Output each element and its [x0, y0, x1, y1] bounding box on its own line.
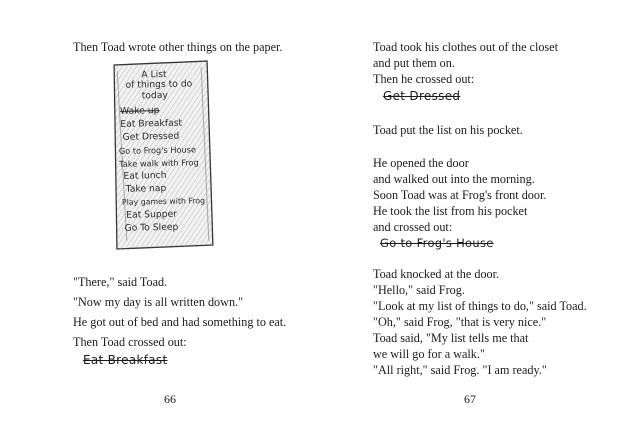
story-line: "There," said Toad.	[73, 275, 168, 289]
list-item: Eat lunch	[123, 169, 167, 182]
story-line: He got out of bed and had something to eat.	[73, 315, 287, 329]
story-line: Toad took his clothes out of the closet	[373, 40, 558, 54]
story-line: Toad said, "My list tells me that	[373, 331, 529, 345]
right-page	[320, 0, 640, 431]
list-item: Take nap	[125, 182, 167, 195]
story-line: we will go for a walk."	[373, 347, 485, 361]
crossed-out-item: Eat Breakfast	[83, 353, 168, 367]
story-line: "Look at my list of things to do," said Toad.	[373, 299, 587, 313]
list-title-2: of things to do	[125, 78, 193, 91]
list-title-1: A List	[141, 68, 167, 81]
handwritten-list-illustration	[111, 59, 215, 251]
story-line: "Hello," said Frog.	[373, 283, 465, 297]
story-line: He opened the door	[373, 156, 469, 170]
story-line: "Oh," said Frog, "that is very nice."	[373, 315, 547, 329]
story-line: Then he crossed out:	[373, 72, 475, 86]
story-line: "All right," said Frog. "I am ready."	[373, 363, 547, 377]
story-line: "Now my day is all written down."	[73, 295, 244, 309]
story-line: and crossed out:	[373, 220, 453, 234]
story-line: Soon Toad was at Frog's front door.	[373, 188, 547, 202]
list-item: Get Dressed	[122, 130, 180, 143]
list-item: Go to Frog's House	[118, 144, 197, 156]
story-line: and put them on.	[373, 56, 455, 70]
page-number: 66	[164, 392, 176, 406]
list-title-3: today	[141, 89, 168, 102]
intro-line: Then Toad wrote other things on the paper.	[73, 40, 283, 54]
story-line: and walked out into the morning.	[373, 172, 535, 186]
list-item: Eat Supper	[126, 208, 178, 221]
story-line: Toad knocked at the door.	[373, 267, 500, 281]
story-line: Toad put the list on his pocket.	[373, 123, 523, 137]
list-item: Eat Breakfast	[120, 117, 183, 130]
crossed-out-item: Get Dressed	[383, 89, 461, 103]
list-item: Take walk with Frog	[119, 157, 199, 169]
list-item: Wake up	[119, 105, 160, 117]
crossed-out-item: Go to Frog's House	[380, 236, 494, 250]
list-item: Play games with Frog	[121, 196, 206, 207]
list-item: Go To Sleep	[124, 221, 179, 234]
page-number: 67	[464, 392, 476, 406]
story-line: He took the list from his pocket	[373, 204, 528, 218]
story-line: Then Toad crossed out:	[73, 335, 187, 349]
